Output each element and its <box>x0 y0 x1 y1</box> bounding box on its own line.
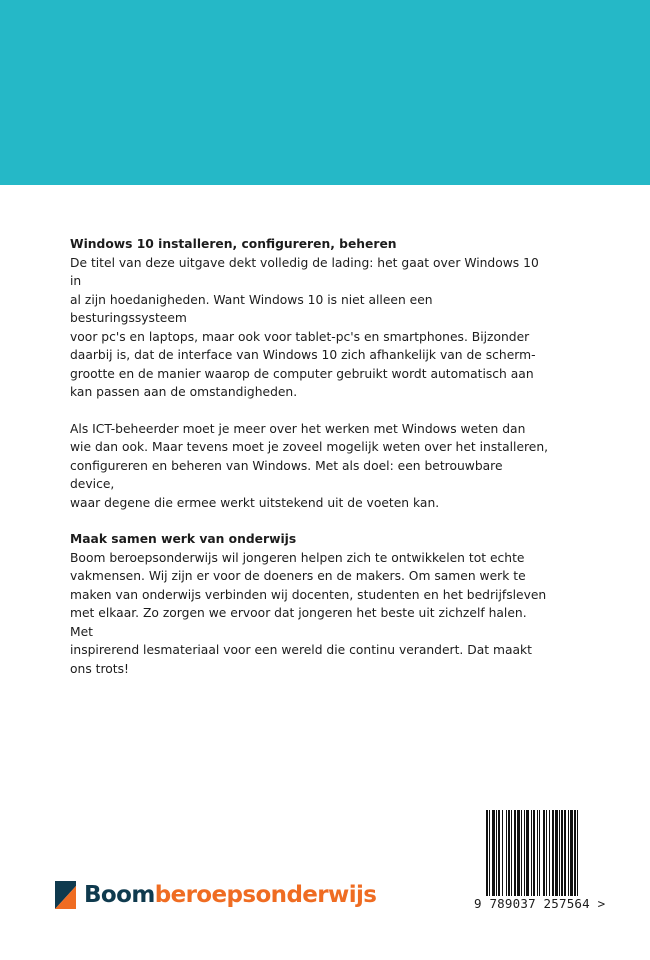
barcode-bar <box>559 810 560 896</box>
barcode-bar <box>506 810 507 896</box>
barcode-bar <box>492 810 495 896</box>
text-line: voor pc's en laptops, maar ook voor tablet-pc's en smartphones. Bijzonder <box>70 329 530 344</box>
text-line: Boom beroepsonderwijs wil jongeren helpen zich te ontwikkelen tot echte <box>70 550 525 565</box>
back-cover-text <box>70 235 550 678</box>
text-line: waar degene die ermee werkt uitstekend uit de voeten kan. <box>70 495 440 510</box>
text-line: inspirerend lesmateriaal voor een wereld die continu verandert. Dat maakt <box>70 643 532 657</box>
isbn-number: 9 789037 257564 > <box>474 896 606 911</box>
barcode-bar <box>546 810 547 896</box>
barcode-bar <box>561 810 563 896</box>
barcode-bar <box>539 810 540 896</box>
barcode-bar <box>574 810 576 896</box>
paragraph-ict-beheerder <box>70 420 550 513</box>
boom-logo-icon <box>55 881 76 909</box>
section-title-onderwijs: Maak samen werk van onderwijs <box>70 532 297 546</box>
barcode-bar <box>577 810 578 896</box>
paragraph-onderwijs <box>70 549 550 679</box>
text-line: ons trots! <box>70 661 129 676</box>
barcode-bar <box>533 810 535 896</box>
text-line: daarbij is, dat de interface van Windows 10 zich afhankelijk van de scherm- <box>70 348 536 362</box>
text-line: wie dan ook. Maar tevens moet je zoveel mogelijk weten over het installeren, <box>70 440 549 454</box>
publisher-logo <box>55 879 376 911</box>
barcode-bar <box>549 810 550 896</box>
barcode-bar <box>564 810 566 896</box>
text-line: met elkaar. Zo zorgen we ervoor dat jongeren het beste uit zichzelf halen. Met <box>70 606 527 639</box>
barcode-bar <box>489 810 490 896</box>
text-line: De titel van deze uitgave dekt volledig de lading: het gaat over Windows 10 in <box>70 255 539 288</box>
text-line: Als ICT-beheerder moet je meer over het werken met Windows weten dan <box>70 421 526 436</box>
barcode-bar <box>543 810 545 896</box>
barcode-bar <box>514 810 516 896</box>
text-line: vakmensen. Wij zijn er voor de doeners en de makers. Om samen werk te <box>70 569 526 583</box>
barcode-bar <box>508 810 510 896</box>
publisher-name: Boomberoepsonderwijs <box>84 882 377 908</box>
text-line: maken van onderwijs verbinden wij docenten, studenten en het bedrijfsleven <box>70 587 547 602</box>
barcode-bar <box>526 810 529 896</box>
barcode-bar <box>552 810 554 896</box>
text-line: configureren en beheren van Windows. Met als doel: een betrouwbare device, <box>70 458 503 491</box>
section-title-windows: Windows 10 installeren, configureren, beheren <box>70 237 397 251</box>
barcode-bar <box>496 810 497 896</box>
barcode-bar <box>531 810 532 896</box>
cover-color-band <box>0 0 650 185</box>
barcode-bar <box>511 810 512 896</box>
barcode-bar <box>568 810 569 896</box>
text-line: al zijn hoedanigheden. Want Windows 10 is niet alleen een besturingssysteem <box>70 292 433 325</box>
barcode-bar <box>537 810 538 896</box>
barcode-bar <box>498 810 500 896</box>
barcode-bar <box>517 810 520 896</box>
barcode-icon <box>486 810 608 896</box>
text-line: grootte en de manier waarop de computer gebruikt wordt automatisch aan <box>70 366 534 381</box>
barcode-bar <box>524 810 525 896</box>
barcode-bar <box>570 810 573 896</box>
barcode-bar <box>502 810 503 896</box>
text-line: kan passen aan de omstandigheden. <box>70 385 298 399</box>
isbn-barcode <box>474 810 620 912</box>
barcode-bar <box>555 810 558 896</box>
barcode-bar <box>521 810 522 896</box>
paragraph-windows <box>70 254 550 402</box>
barcode-bar <box>486 810 488 896</box>
